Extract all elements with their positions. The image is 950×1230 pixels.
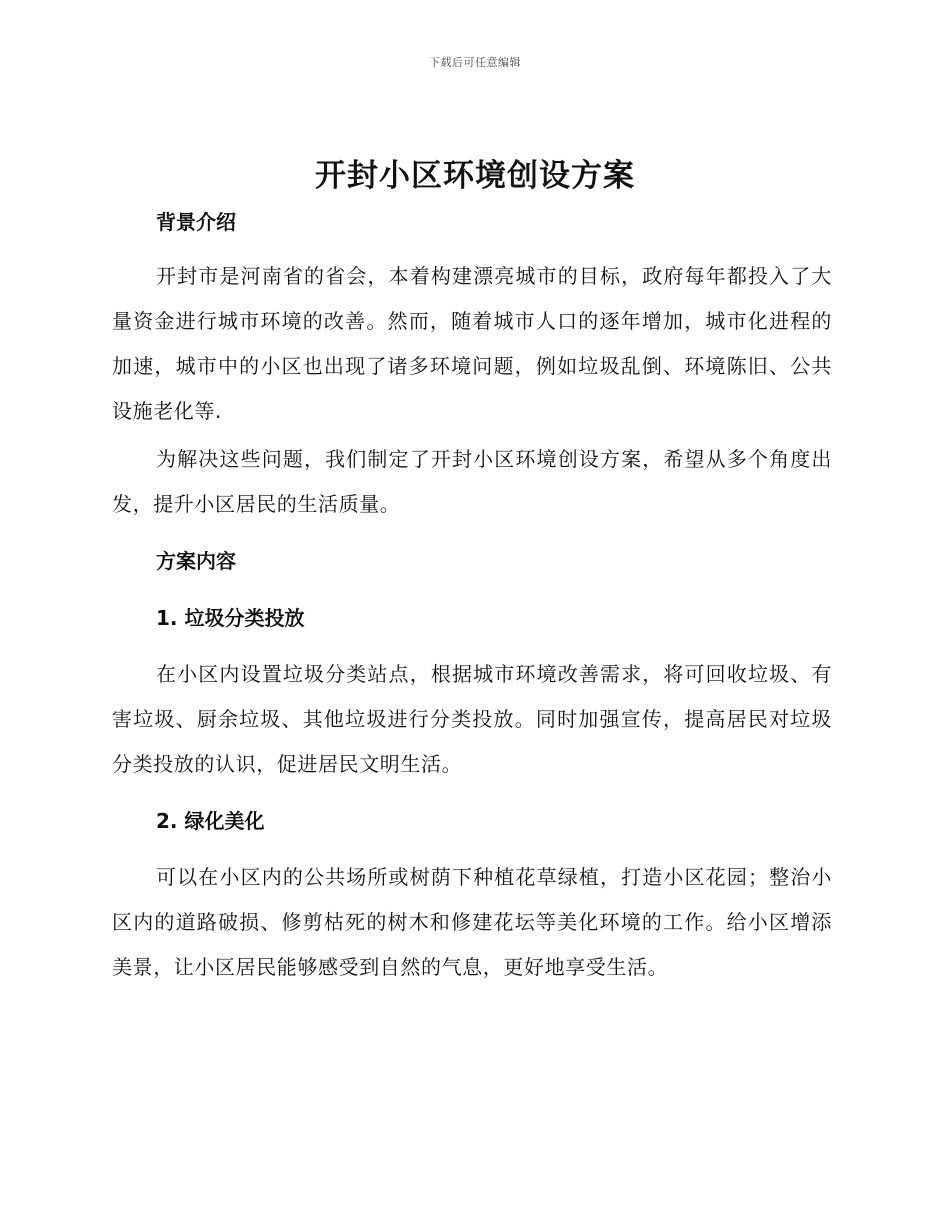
section-heading-background: 背景介绍	[156, 210, 236, 234]
page-header-note: 下载后可任意编辑	[429, 56, 521, 69]
section-heading-plan: 方案内容	[156, 549, 236, 573]
document-title: 开封小区环境创设方案	[315, 158, 635, 194]
subheading-greening: 2. 绿化美化	[156, 809, 265, 833]
paragraph-greening: 可以在小区内的公共场所或树荫下种植花草绿植，打造小区花园；整治小区内的道路破损、修剪枯死的树木和修建花坛等美化环境的工作。给小区增添美景，让小区居民能够感受到自然的气息，更好地享受生活。	[112, 865, 832, 979]
paragraph-garbage-sorting: 在小区内设置垃圾分类站点，根据城市环境改善需求，将可回收垃圾、有害垃圾、厨余垃圾、其他垃圾进行分类投放。同时加强宣传，提高居民对垃圾分类投放的认识，促进居民文明生活。	[112, 662, 832, 776]
subheading-garbage-sorting: 1. 垃圾分类投放	[156, 606, 305, 630]
paragraph-background-2: 为解决这些问题，我们制定了开封小区环境创设方案，希望从多个角度出发，提升小区居民的生活质量。	[112, 447, 832, 516]
document-body	[112, 200, 832, 990]
paragraph-background-1: 开封市是河南省的省会，本着构建漂亮城市的目标，政府每年都投入了大量资金进行城市环境的改善。然而，随着城市人口的逐年增加，城市化进程的加速，城市中的小区也出现了诸多环境问题，例如垃圾乱倒、环境陈旧、公共设施老化等.	[112, 264, 832, 423]
